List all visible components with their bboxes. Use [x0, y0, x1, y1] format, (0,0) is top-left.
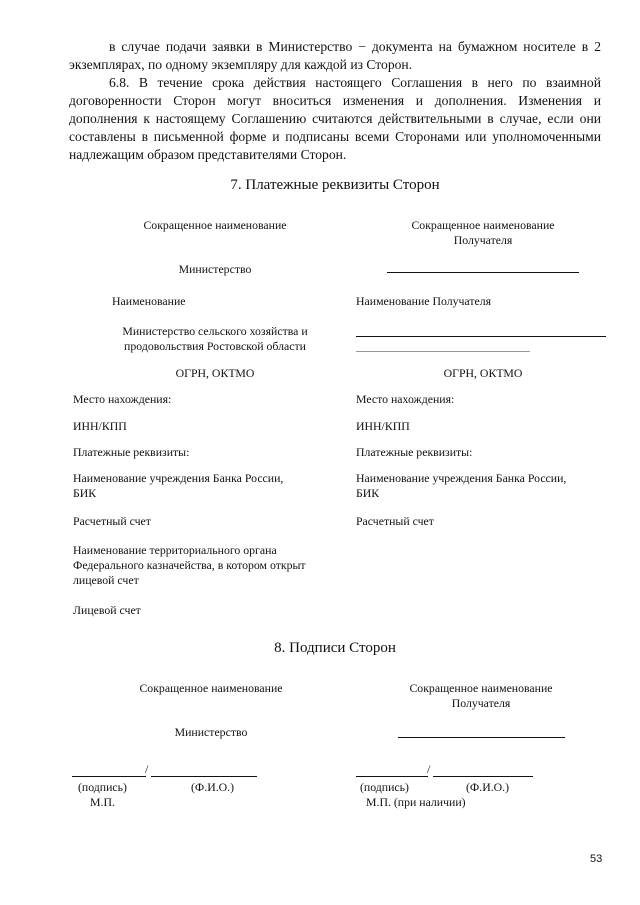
section-8-heading: 8. Подписи Сторон [274, 640, 396, 656]
left-name-value-line2: продовольствия Ростовской области [124, 339, 306, 353]
right-signature-slash: / [427, 762, 431, 776]
page-number: 53 [590, 853, 603, 865]
paragraph-submission: в случае подачи заявки в Министерство − документа на бумажном носителе в 2 экземплярах, по одному экземпляру для каждой из Сторон. [69, 39, 601, 72]
right-name-blank-1 [356, 336, 606, 337]
left-fio-blank [151, 776, 257, 777]
left-ogrn: ОГРН, ОКТМО [175, 366, 255, 380]
right-signature-blank [356, 776, 428, 777]
sig-right-short-name-blank [398, 737, 565, 738]
paragraph-6-8: 6.8. В течение срока действия настоящего Соглашения в него по взаимной договоренности Сторон могут вноситься изменения и дополнения. Изменения и дополнения к настоящему Соглашению считаются действительными в случае, если они составлены в письменной форме и подписаны всеми Сторонами или уполномоченными надлежащим образом представителями Сторон. [69, 75, 601, 162]
left-inn: ИНН/КПП [73, 419, 127, 433]
left-signature-blank [72, 776, 146, 777]
right-fio-blank [433, 776, 533, 777]
left-fio-label: (Ф.И.О.) [191, 780, 235, 794]
right-account: Расчетный счет [356, 514, 434, 528]
left-payment: Платежные реквизиты: [73, 445, 190, 459]
right-name-blank-2 [356, 351, 530, 352]
left-stamp-label: М.П. [90, 795, 115, 809]
right-location: Место нахождения: [356, 392, 455, 406]
right-ogrn: ОГРН, ОКТМО [443, 366, 523, 380]
left-signature-label: (подпись) [78, 780, 127, 794]
left-signature-slash: / [145, 762, 149, 776]
left-short-name-label: Сокращенное наименование [143, 218, 287, 232]
right-stamp-label: М.П. (при наличии) [366, 795, 466, 809]
right-name-label: Наименование Получателя [356, 294, 492, 308]
left-name-value-line1: Министерство сельского хозяйства и [122, 324, 308, 338]
left-bank-line2: БИК [73, 486, 97, 500]
right-short-name-label-line2: Получателя [453, 233, 513, 247]
sig-left-short-name-label: Сокращенное наименование [139, 681, 283, 695]
sig-left-short-name-value: Министерство [174, 725, 248, 739]
left-bank-line1: Наименование учреждения Банка России, [73, 471, 284, 485]
left-short-name-value: Министерство [178, 262, 252, 276]
right-inn: ИНН/КПП [356, 419, 410, 433]
right-fio-label: (Ф.И.О.) [466, 780, 510, 794]
left-personal-account: Лицевой счет [73, 603, 141, 617]
sig-right-short-name-label-line2: Получателя [451, 696, 511, 710]
right-bank-line2: БИК [356, 486, 380, 500]
right-short-name-blank [387, 272, 579, 273]
right-bank-line1: Наименование учреждения Банка России, [356, 471, 567, 485]
left-treasury-line1: Наименование территориального органа [73, 543, 277, 557]
left-treasury-line2: Федерального казначейства, в котором открыт [73, 558, 306, 572]
right-short-name-label-line1: Сокращенное наименование [411, 218, 555, 232]
right-signature-label: (подпись) [360, 780, 409, 794]
left-account: Расчетный счет [73, 514, 151, 528]
sig-right-short-name-label-line1: Сокращенное наименование [409, 681, 553, 695]
left-name-label: Наименование [112, 294, 186, 308]
left-treasury-line3: лицевой счет [73, 573, 139, 587]
right-payment: Платежные реквизиты: [356, 445, 473, 459]
left-location: Место нахождения: [73, 392, 172, 406]
section-7-heading: 7. Платежные реквизиты Сторон [230, 177, 440, 193]
